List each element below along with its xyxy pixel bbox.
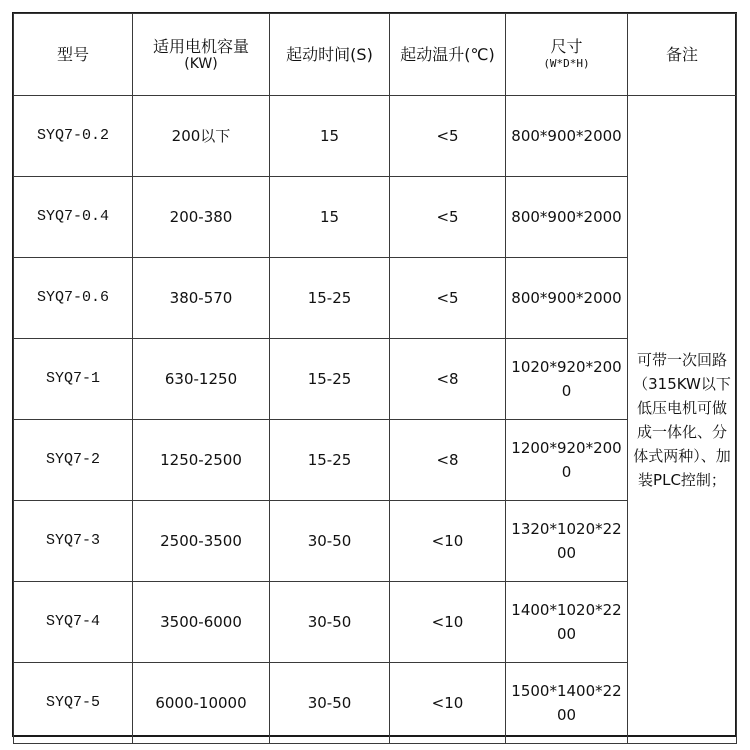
header-temp-rise [390, 14, 506, 96]
cell-capacity: 1250-2500 [133, 420, 270, 501]
cell-start-time: 15 [270, 96, 390, 177]
cell-temp-rise: <10 [390, 663, 506, 744]
cell-model: SYQ7-5 [14, 663, 133, 744]
cell-temp-rise: <5 [390, 258, 506, 339]
header-capacity [133, 14, 270, 96]
cell-start-time: 15-25 [270, 420, 390, 501]
cell-capacity: 380-570 [133, 258, 270, 339]
cell-temp-rise: <5 [390, 96, 506, 177]
cell-model: SYQ7-3 [14, 501, 133, 582]
cell-remark: 可带一次回路（315KW以下低压电机可做成一体化、分体式两种）、加装PLC控制； [628, 96, 737, 744]
cell-temp-rise: <5 [390, 177, 506, 258]
cell-capacity: 630-1250 [133, 339, 270, 420]
cell-size: 1500*1400*2200 [506, 663, 628, 744]
cell-temp-rise: <10 [390, 501, 506, 582]
cell-size: 1400*1020*2200 [506, 582, 628, 663]
cell-temp-rise: <8 [390, 420, 506, 501]
cell-start-time: 30-50 [270, 501, 390, 582]
cell-capacity: 200-380 [133, 177, 270, 258]
cell-size: 1320*1020*2200 [506, 501, 628, 582]
cell-size: 1020*920*2000 [506, 339, 628, 420]
cell-start-time: 30-50 [270, 663, 390, 744]
cell-start-time: 15-25 [270, 339, 390, 420]
cell-capacity: 6000-10000 [133, 663, 270, 744]
cell-model: SYQ7-0.4 [14, 177, 133, 258]
cell-start-time: 15 [270, 177, 390, 258]
header-model [14, 14, 133, 96]
header-capacity-label: 适用电机容量 [152, 37, 249, 56]
header-start-time-label: 起动时间(S) [286, 45, 373, 64]
header-remark-label: 备注 [665, 45, 698, 64]
cell-model: SYQ7-4 [14, 582, 133, 663]
cell-model: SYQ7-2 [14, 420, 133, 501]
motor-starter-spec-table [13, 13, 737, 744]
cell-capacity: 200以下 [133, 96, 270, 177]
cell-size: 800*900*2000 [506, 177, 628, 258]
header-size-unit: (W*D*H) [543, 57, 590, 70]
header-start-time [270, 14, 390, 96]
cell-model: SYQ7-1 [14, 339, 133, 420]
cell-size: 800*900*2000 [506, 96, 628, 177]
header-remark [628, 14, 737, 96]
header-size [506, 14, 628, 96]
cell-capacity: 3500-6000 [133, 582, 270, 663]
cell-start-time: 30-50 [270, 582, 390, 663]
header-model-label: 型号 [56, 45, 89, 64]
cell-temp-rise: <8 [390, 339, 506, 420]
table-header-row [14, 14, 737, 96]
cell-start-time: 15-25 [270, 258, 390, 339]
header-size-label: 尺寸 [550, 37, 583, 56]
cell-capacity: 2500-3500 [133, 501, 270, 582]
cell-size: 800*900*2000 [506, 258, 628, 339]
header-temp-rise-label: 起动温升(℃) [400, 45, 495, 64]
header-capacity-unit: (KW) [184, 56, 218, 72]
cell-model: SYQ7-0.6 [14, 258, 133, 339]
table-row [14, 96, 737, 177]
cell-size: 1200*920*2000 [506, 420, 628, 501]
cell-temp-rise: <10 [390, 582, 506, 663]
cell-model: SYQ7-0.2 [14, 96, 133, 177]
